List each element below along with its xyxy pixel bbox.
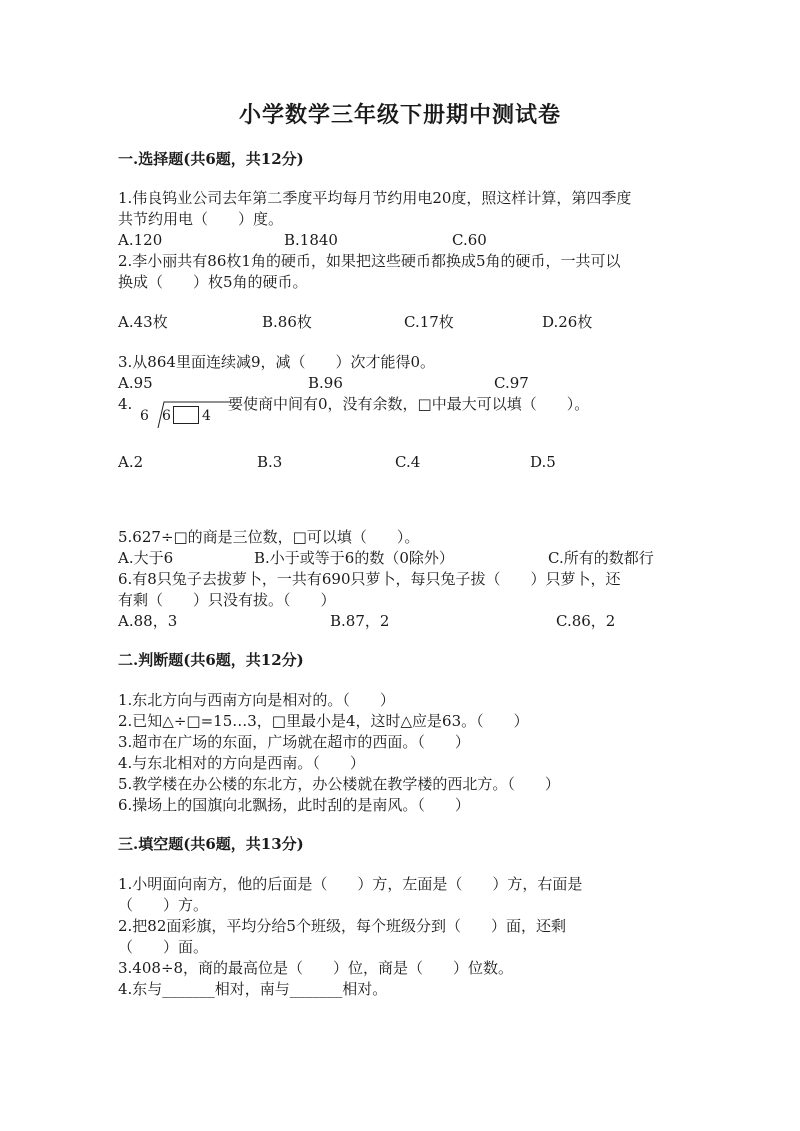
judge-item-1: 1.东北方向与西南方向是相对的。（ ） (118, 691, 395, 709)
q4-option-b: B.3 (257, 453, 283, 471)
q4-number: 4. (118, 395, 133, 413)
q5-line1: 5.627÷□的商是三位数，□可以填（ ）。 (118, 528, 420, 546)
q1-option-b: B.1840 (284, 231, 338, 249)
fill-line-4: （ ）面。 (118, 938, 209, 956)
q3-option-c: C.97 (494, 374, 529, 392)
q1-line1: 1.伟良钨业公司去年第二季度平均每月节约用电20度，照这样计算，第四季度 (118, 189, 632, 207)
q6-option-a: A.88，3 (118, 612, 178, 630)
q6-line2: 有剩（ ）只没有拔。（ ） (118, 591, 336, 609)
judge-item-2: 2.已知△÷□=15…3，□里最小是4，这时△应是63。（ ） (118, 712, 529, 730)
q2-option-d: D.26枚 (542, 313, 593, 331)
section3-heading: 三.填空题(共6题，共13分) (118, 835, 304, 853)
q2-option-b: B.86枚 (262, 313, 312, 331)
q3-option-a: A.95 (118, 374, 153, 392)
q1-line2: 共节约用电（ ）度。 (118, 210, 284, 228)
q4-text: 要使商中间有0，没有余数，□中最大可以填（ ）。 (228, 395, 590, 413)
judge-item-3: 3.超市在广场的东面，广场就在超市的西面。（ ） (118, 733, 470, 751)
judge-item-6: 6.操场上的国旗向北飘扬，此时刮的是南风。（ ） (118, 796, 470, 814)
q2-line1: 2.李小丽共有86枚1角的硬币，如果把这些硬币都换成5角的硬币，一共可以 (118, 252, 621, 270)
q1-option-a: A.120 (118, 231, 163, 249)
fill-line-1: 1.小明面向南方，他的后面是（ ）方，左面是（ ）方，右面是 (118, 875, 583, 893)
q3-line1: 3.从864里面连续减9，减（ ）次才能得0。 (118, 353, 436, 371)
fill-line-5: 3.408÷8，商的最高位是（ ）位，商是（ ）位数。 (118, 959, 514, 977)
q5-option-a: A.大于6 (118, 549, 174, 567)
judge-item-5: 5.教学楼在办公楼的东北方，办公楼就在教学楼的西北方。（ ） (118, 775, 560, 793)
long-division-dividend-left: 6 (162, 408, 171, 424)
q3-option-b: B.96 (308, 374, 343, 392)
judge-item-4: 4.与东北相对的方向是西南。（ ） (118, 754, 365, 772)
fill-line-3: 2.把82面彩旗，平均分给5个班级，每个班级分到（ ）面，还剩 (118, 917, 566, 935)
page-title: 小学数学三年级下册期中测试卷 (238, 102, 561, 128)
q6-line1: 6.有8只兔子去拔萝卜，一共有690只萝卜，每只兔子拔（ ）只萝卜，还 (118, 570, 621, 588)
q2-option-c: C.17枚 (404, 313, 454, 331)
section2-heading: 二.判断题(共6题，共12分) (118, 651, 304, 669)
q5-option-b: B.小于或等于6的数（0除外） (254, 549, 454, 567)
q4-option-d: D.5 (530, 453, 556, 471)
q2-line2: 换成（ ）枚5角的硬币。 (118, 273, 308, 291)
q1-option-c: C.60 (452, 231, 487, 249)
q6-option-b: B.87，2 (330, 612, 390, 630)
q2-option-a: A.43枚 (118, 313, 168, 331)
fill-line-2: （ ）方。 (118, 896, 209, 914)
long-division-blank-box (173, 406, 199, 424)
long-division-dividend-right: 4 (202, 408, 211, 424)
fill-line-6: 4.东与_______相对，南与_______相对。 (118, 980, 388, 998)
long-division-divisor: 6 (140, 408, 149, 424)
q4-option-c: C.4 (395, 453, 421, 471)
q4-option-a: A.2 (118, 453, 144, 471)
long-division-figure (138, 396, 230, 432)
q6-option-c: C.86，2 (556, 612, 616, 630)
section1-heading: 一.选择题(共6题，共12分) (118, 150, 304, 168)
q5-option-c: C.所有的数都行 (548, 549, 654, 567)
